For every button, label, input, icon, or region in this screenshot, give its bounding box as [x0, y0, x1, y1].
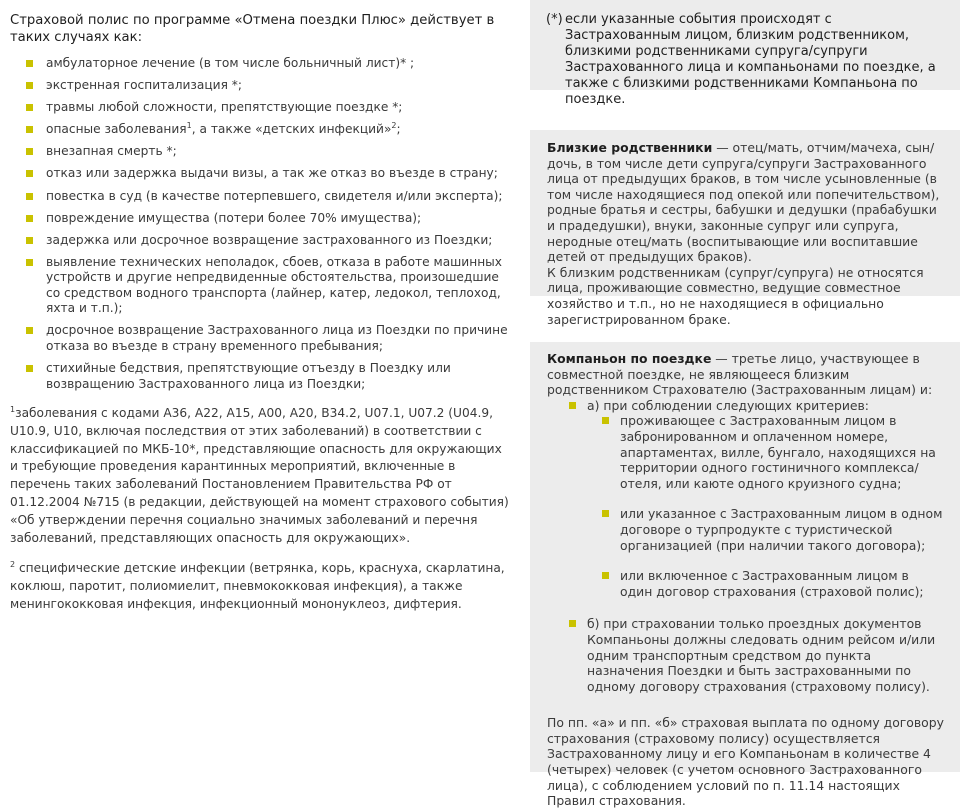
close-relatives-exclusion: К близким родственникам (супруг/супруга) не относятся лица, проживающие совместно, ведущие совместное хозяйство и т.п., но не находящиеся в официально зарегистрированном браке.: [547, 264, 924, 327]
list-item: повестка в суд (в качестве потерпевшего, свидетеля и/или эксперта);: [10, 189, 510, 205]
square-bullet-icon: [26, 82, 33, 89]
list-item: амбулаторное лечение (в том числе больничный лист)* ;: [10, 56, 510, 72]
square-bullet-icon: [569, 402, 576, 409]
square-bullet-icon: [602, 417, 609, 424]
criteria-b: б) при страховании только проездных документов Компаньоны должны следовать одним рейсом и/или одним транспортным средством до пункта назначения Поездки и быть застрахованными по одному договору страхования (страховому полису).: [547, 616, 944, 694]
square-bullet-icon: [26, 170, 33, 177]
square-bullet-icon: [26, 215, 33, 222]
square-bullet-icon: [26, 126, 33, 133]
asterisk-marker: (*): [546, 12, 563, 27]
asterisk-note-box: [530, 0, 960, 107]
list-item: экстренная госпитализация *;: [10, 78, 510, 94]
left-column: [10, 12, 510, 614]
travel-companion-box: [530, 342, 960, 809]
list-item: досрочное возвращение Застрахованного лица из Поездки по причине отказа во въезде в страну временного пребывания;: [10, 323, 510, 354]
term-close-relatives: Близкие родственники: [547, 140, 713, 155]
footnote-2: $^2$ специфические детские инфекции (ветрянка, корь, краснуха, скарлатина, коклюш, паротит, полиомиелит, пневмококковая инфекция), а также менингококковая инфекция, инфекционный мононуклеоз, дифтерия.: [10, 560, 505, 611]
asterisk-note-text: если указанные события происходят с Застрахованным лицом, близким родственником, близкими родственниками супруга/супруги Застрахованного лица и компаньонами по поездке, а также с близкими родственниками Компаньона по поездке.: [565, 12, 936, 107]
footnote-1: $^1$заболевания с кодами A36, A22, A15, A00, A20, B34.2, U07.1, U07.2 (U04.9, U10.9, U10, включая последствия от этих заболеваний) в соответствии с классификацией по МКБ-10*, представляющие опасность для окружающих и требующие проведения карантинных мероприятий, включенные в перечень таких заболеваний Постановлением Правительства РФ от 01.12.2004 №715 (в редакции, действующей на момент страхового события) «Об утверждении перечня социально значимых заболеваний и перечня заболеваний, представляющих опасность для окружающих».: [10, 405, 509, 545]
footnote-ref-2: 2: [391, 121, 397, 131]
list-item: травмы любой сложности, препятствующие поездке *;: [10, 100, 510, 116]
close-relatives-box: [530, 130, 960, 327]
square-bullet-icon: [26, 60, 33, 67]
square-bullet-icon: [26, 365, 33, 372]
square-bullet-icon: [26, 193, 33, 200]
term-travel-companion: Компаньон по поездке: [547, 351, 712, 366]
list-item: задержка или досрочное возвращение застрахованного из Поездки;: [10, 233, 510, 249]
criteria-sub-item: или включенное с Застрахованным лицом в один договор страхования (страховой полис);: [547, 568, 944, 599]
list-item: отказ или задержка выдачи визы, а так же отказ во въезде в страну;: [10, 166, 510, 182]
list-item: внезапная смерть *;: [10, 144, 510, 160]
square-bullet-icon: [26, 148, 33, 155]
square-bullet-icon: [26, 104, 33, 111]
criteria-sub-item: или указанное с Застрахованным лицом в одном договоре о турпродукте с туристической организацией (при наличии такого договора);: [547, 506, 944, 553]
footnote-ref-1: 1: [186, 121, 192, 131]
criteria-a: а) при соблюдении следующих критериев:: [547, 398, 944, 414]
square-bullet-icon: [26, 259, 33, 266]
list-item: опасные заболевания$^1$, а также «детских инфекций»$^2$;: [10, 122, 510, 138]
criteria-sub-item: проживающее с Застрахованным лицом в забронированном и оплаченном номере, апартаментах, вилле, бунгало, находящихся на территории одного гостиничного комплекса/отеля, или каюте одного круизного судна;: [547, 413, 944, 491]
footnote-marker: 1: [10, 405, 16, 415]
square-bullet-icon: [569, 620, 576, 627]
insured-cases-list: [10, 56, 510, 392]
companion-definition: Компаньон по поездке — третье лицо, участвующее в совместной поездке, не являющееся близким родственником Страхователю (Застрахованным лицам) и:: [547, 351, 933, 398]
square-bullet-icon: [26, 237, 33, 244]
list-item: повреждение имущества (потери более 70% имущества);: [10, 211, 510, 227]
square-bullet-icon: [26, 327, 33, 334]
intro-text: Страховой полис по программе «Отмена поездки Плюс» действует в таких случаях как:: [10, 13, 495, 45]
list-item: стихийные бедствия, препятствующие отъезду в Поездку или возвращению Застрахованного лица из Поездки;: [10, 361, 510, 392]
square-bullet-icon: [602, 572, 609, 579]
footnote-marker: 2: [10, 560, 16, 570]
close-relatives-definition: Близкие родственники — отец/мать, отчим/мачеха, сын/дочь, в том числе дети супруга/супруги Застрахованного лица от предыдущих браков, в том числе усыновленные (в том числе находящиеся под опекой или попечительством), родные братья и сестры, бабушки и дедушки (прабабушки и прадедушки), внуки, законные супруг или супруга, неродные отец/мать (воспитывающие или воспитавшие детей от предыдущих браков).: [547, 140, 940, 265]
square-bullet-icon: [602, 510, 609, 517]
list-item: выявление технических неполадок, сбоев, отказа в работе машинных устройств и другие непредвиденные обстоятельства, произошедшие со средством водного транспорта (лайнер, катер, ледокол, теплоход, яхта и т.п.);: [10, 255, 510, 317]
right-column: [530, 0, 960, 809]
payout-conditions: По пп. «а» и пп. «б» страховая выплата по одному договору страхования (страховому полису) осуществляется Застрахованному лицу и его Компаньонам в количестве 4 (четырех) человек (с учетом основного Застрахованного лица), с соблюдением условий по п. 11.14 настоящих Правил страхования.: [547, 715, 944, 809]
